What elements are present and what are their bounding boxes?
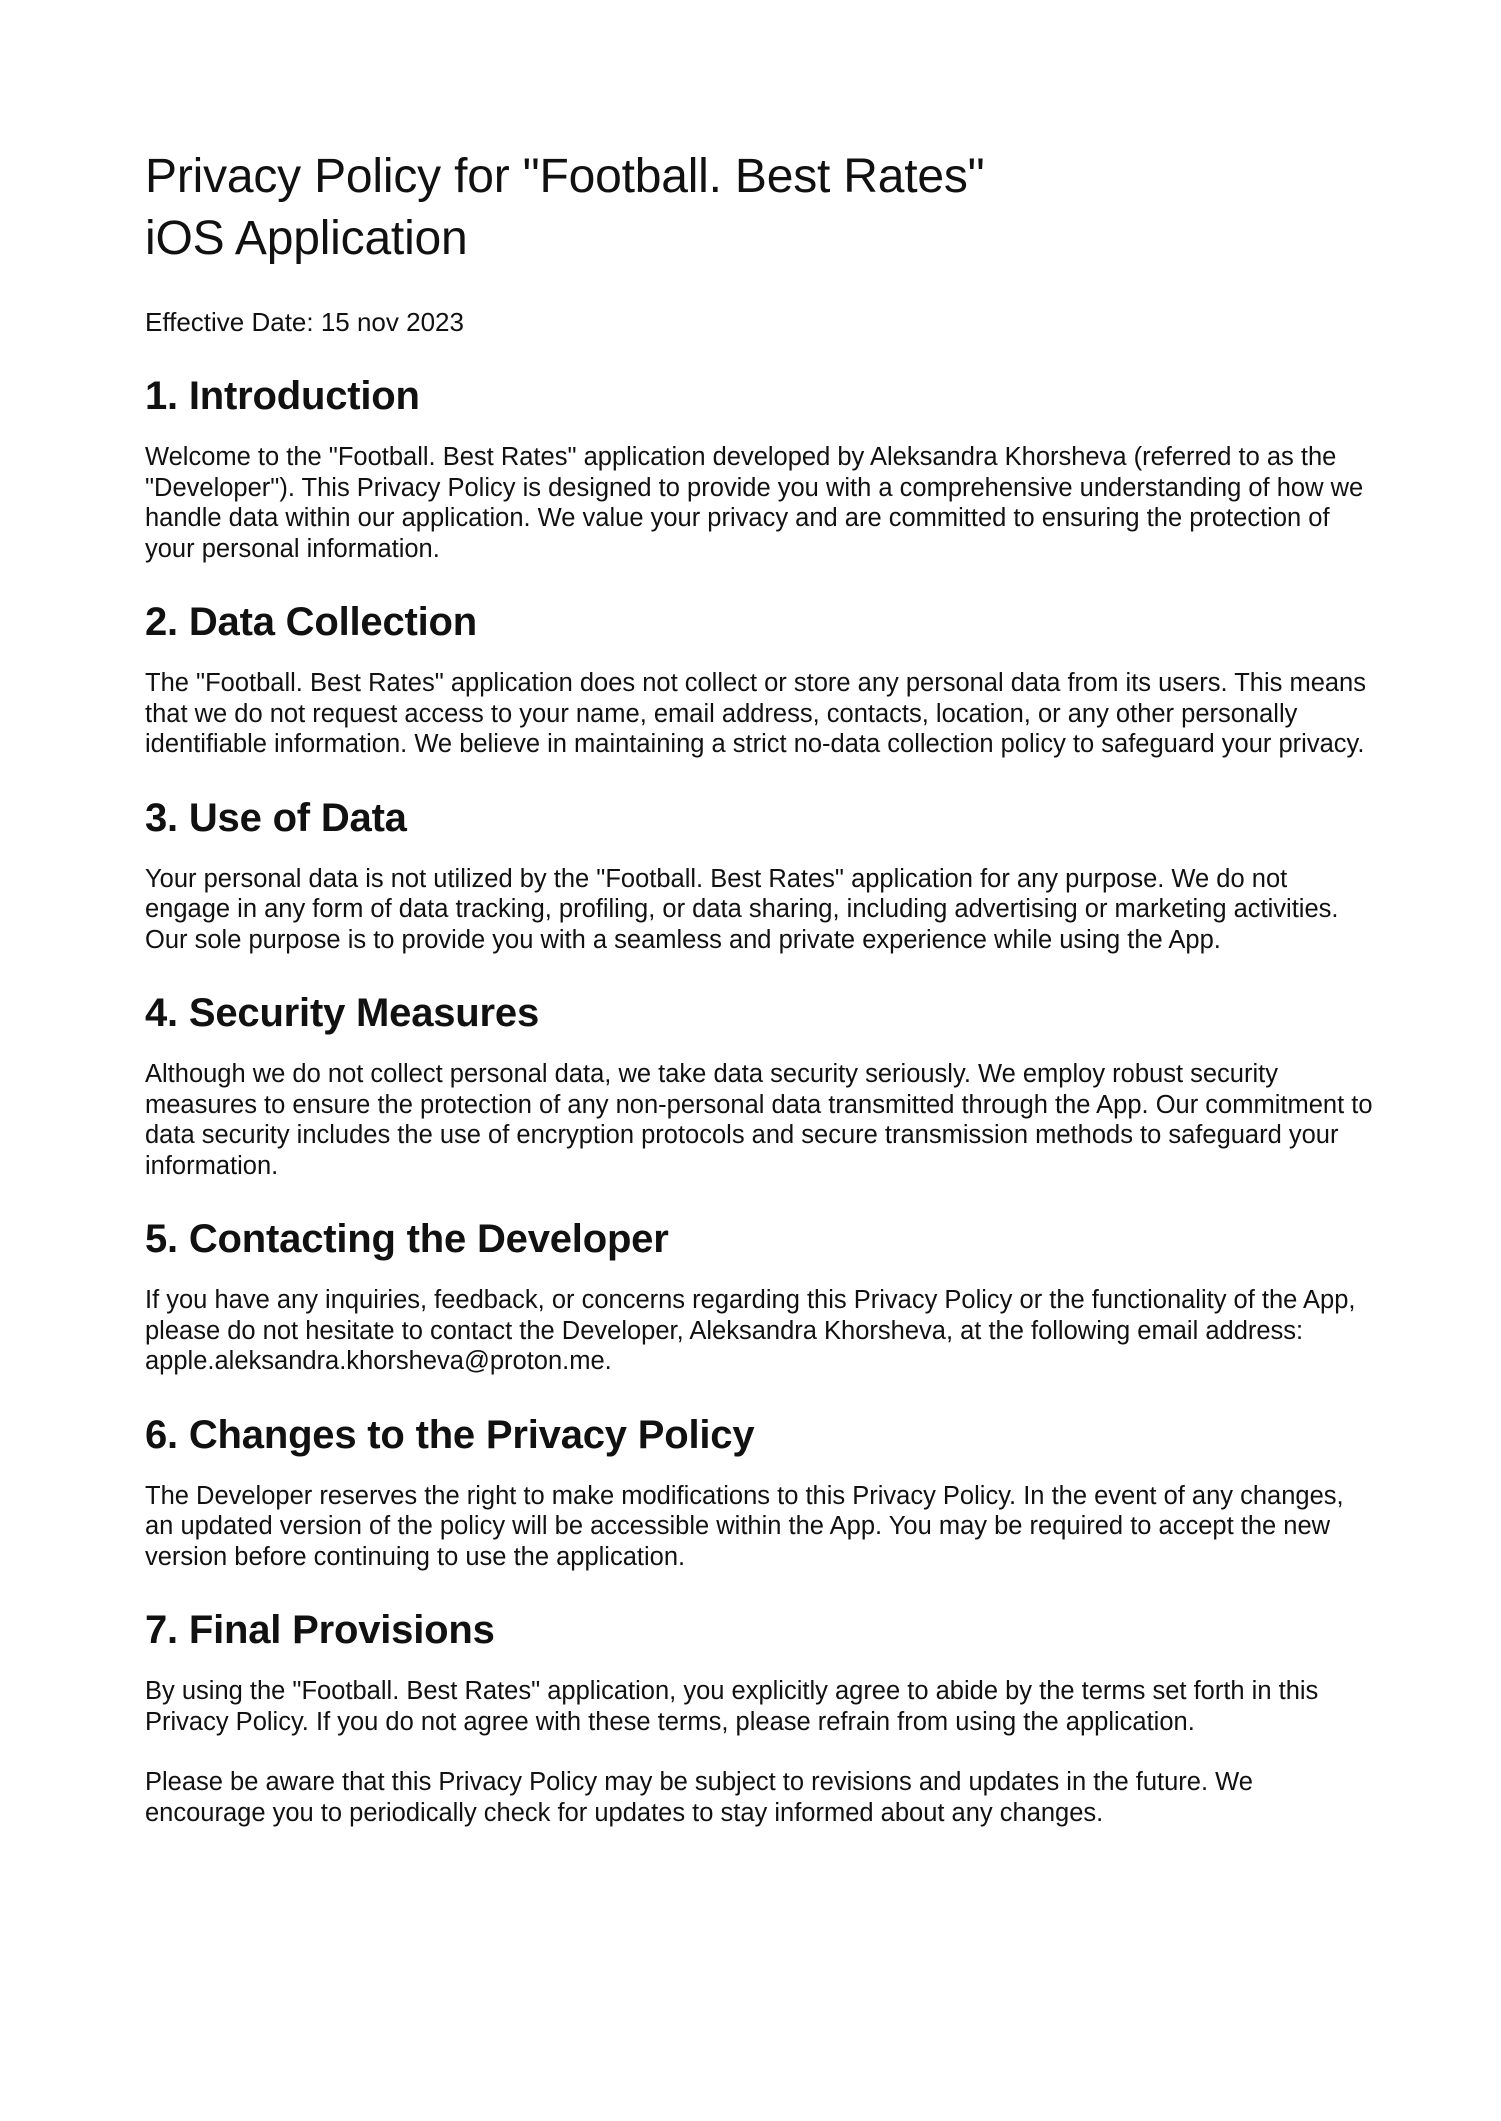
section-paragraph: The Developer reserves the right to make modifications to this Privacy Policy. In the event of any changes, an updated version of the policy will be accessible within the App. You may be required to accept the new version before continuing to use the application. bbox=[145, 1481, 1344, 1571]
section-final-provisions bbox=[145, 1606, 1375, 1828]
document-page bbox=[145, 146, 1375, 1828]
effective-date: Effective Date: 15 nov 2023 bbox=[145, 307, 464, 337]
section-heading: 1. Introduction bbox=[145, 374, 420, 418]
section-use-of-data bbox=[145, 794, 1375, 956]
section-heading: 6. Changes to the Privacy Policy bbox=[145, 1412, 755, 1457]
section-heading: 5. Contacting the Developer bbox=[145, 1217, 669, 1261]
section-heading: 2. Data Collection bbox=[145, 600, 478, 644]
section-paragraph: Please be aware that this Privacy Policy may be subject to revisions and updates in the future. We encourage you to periodically check for updates to stay informed about any changes. bbox=[145, 1768, 1253, 1827]
section-paragraph: The "Football. Best Rates" application does not collect or store any personal data from its users. This means that we do not request access to your name, email address, contacts, location, or any other personally identifiable information. We believe in maintaining a strict no-data collection policy to safeguard your privacy. bbox=[145, 669, 1366, 758]
section-heading: 7. Final Provisions bbox=[145, 1608, 495, 1652]
section-paragraph: If you have any inquiries, feedback, or concerns regarding this Privacy Policy or the functionality of the App, please do not hesitate to contact the Developer, Aleksandra Khorsheva, at the following email address: apple.aleksandra.khorsheva@proton.me. bbox=[145, 1286, 1356, 1375]
section-paragraph: Although we do not collect personal data, we take data security seriously. We employ robust security measures to ensure the protection of any non-personal data transmitted through the App. Our commitment to data security includes the use of encryption protocols and secure transmission methods to safeguard your information. bbox=[145, 1060, 1373, 1180]
section-paragraph: Your personal data is not utilized by the "Football. Best Rates" application for any purpose. We do not engage in any form of data tracking, profiling, or data sharing, including advertising or marketing activities. Our sole purpose is to provide you with a seamless and private experience while using the App. bbox=[145, 864, 1339, 954]
title-line-1: Privacy Policy for "Football. Best Rates" bbox=[145, 150, 985, 203]
section-data-collection bbox=[145, 598, 1375, 760]
section-introduction bbox=[145, 372, 1375, 564]
title-line-2: iOS Application bbox=[145, 212, 468, 265]
section-contacting-developer bbox=[145, 1215, 1375, 1377]
section-security-measures bbox=[145, 989, 1375, 1181]
page-title bbox=[145, 146, 1375, 270]
section-paragraph: By using the "Football. Best Rates" application, you explicitly agree to abide by the terms set forth in this Privacy Policy. If you do not agree with these terms, please refrain from using the application. bbox=[145, 1677, 1319, 1736]
section-heading: 4. Security Measures bbox=[145, 991, 539, 1035]
section-heading: 3. Use of Data bbox=[145, 795, 407, 840]
section-paragraph: Welcome to the "Football. Best Rates" application developed by Aleksandra Khorsheva (referred to as the "Developer"). This Privacy Policy is designed to provide you with a comprehensive understanding of how we handle data within our application. We value your privacy and are committed to ensuring the protection of your personal information. bbox=[145, 443, 1364, 563]
section-changes-policy bbox=[145, 1411, 1375, 1573]
